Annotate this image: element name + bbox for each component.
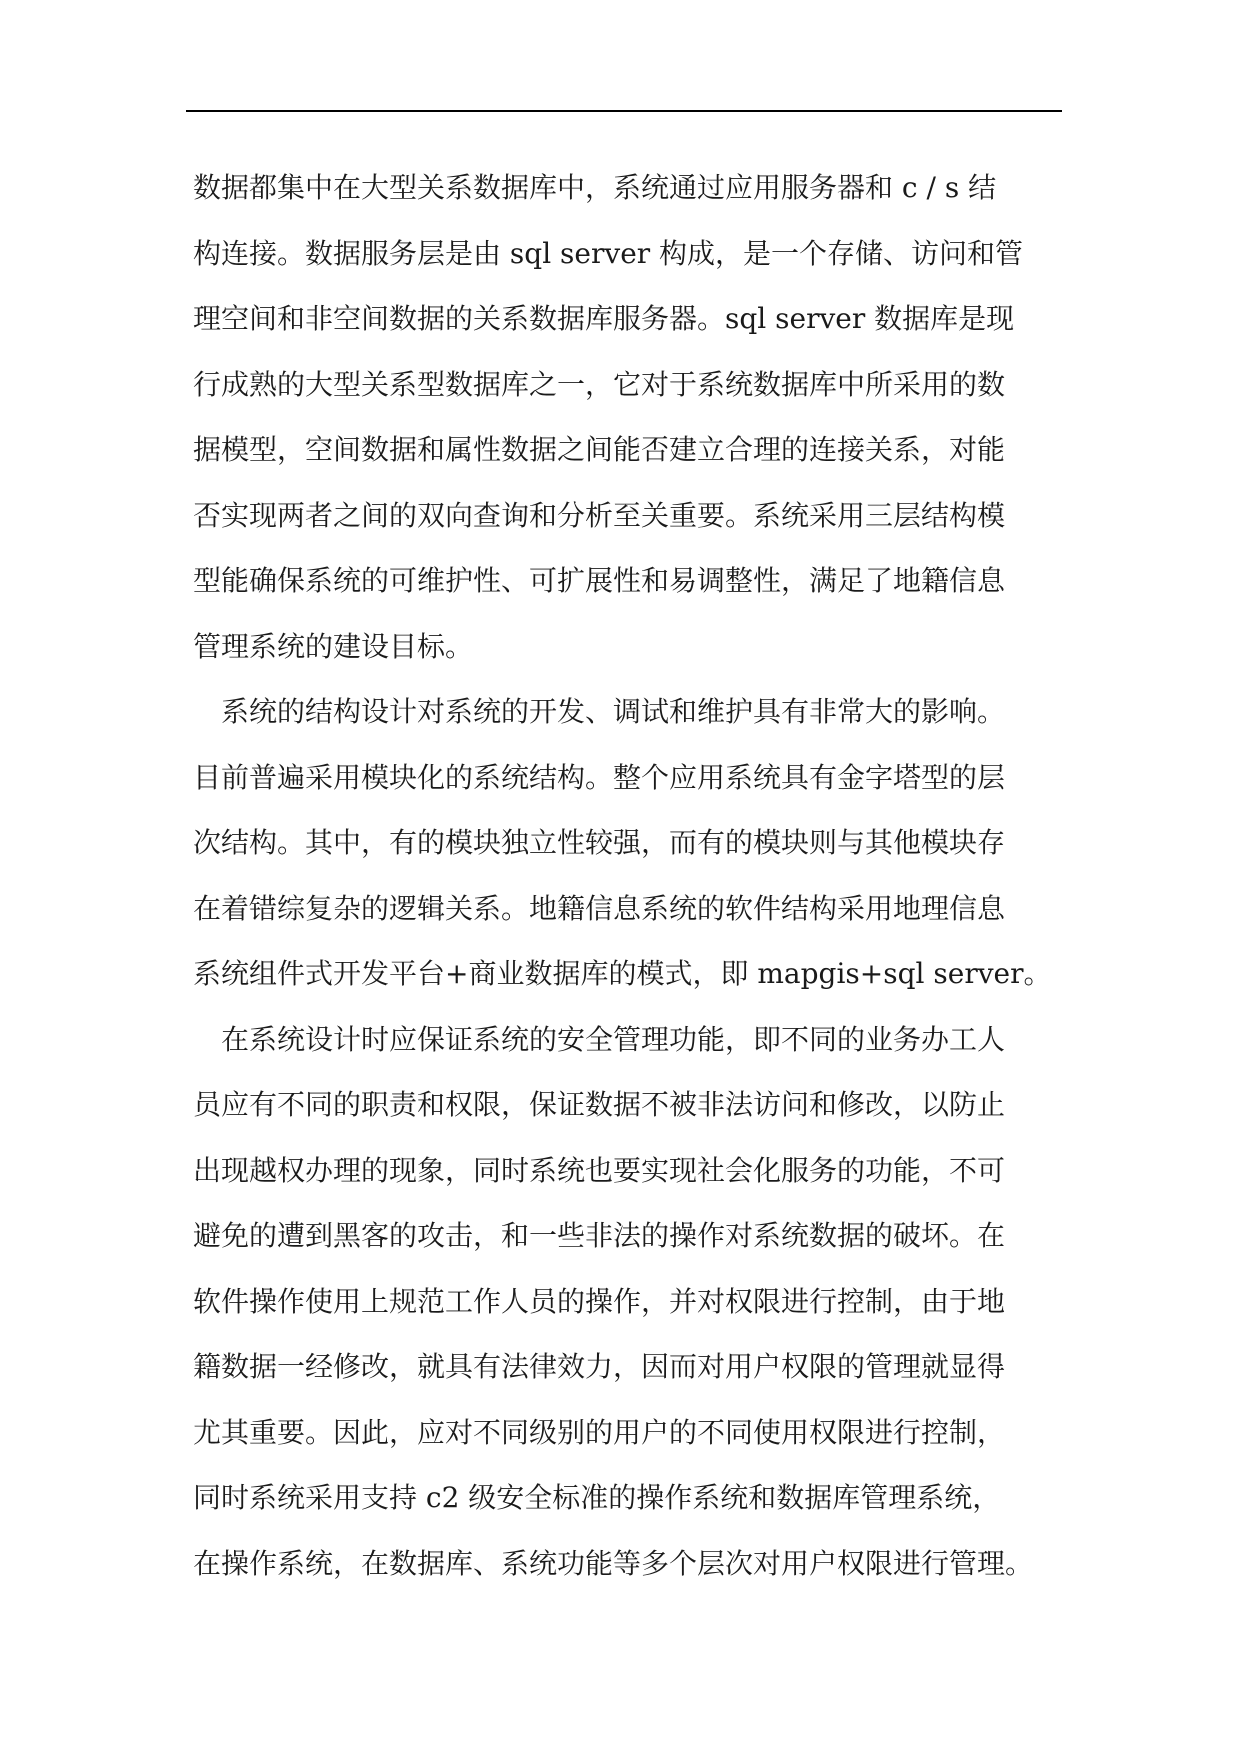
- text-line: 员应有不同的职责和权限，保证数据不被非法访问和修改，以防止: [193, 1088, 1006, 1121]
- text-line: 数据都集中在大型关系数据库中，系统通过应用服务器和 c / s 结: [193, 171, 997, 204]
- text-line: 据模型，空间数据和属性数据之间能否建立合理的连接关系，对能: [193, 433, 1006, 466]
- text-line: 尤其重要。因此，应对不同级别的用户的不同使用权限进行控制，: [193, 1415, 1006, 1449]
- text-line: 系统组件式开发平台+商业数据库的模式，即 mapgis+sql server。: [193, 957, 1052, 990]
- text-line: 出现越权办理的现象，同时系统也要实现社会化服务的功能，不可: [193, 1153, 1006, 1187]
- document-body: [193, 155, 1061, 1596]
- text-line: 在系统设计时应保证系统的安全管理功能，即不同的业务办工人: [221, 1022, 1006, 1056]
- text-line: 籍数据一经修改，就具有法律效力，因而对用户权限的管理就显得: [193, 1350, 1006, 1383]
- text-line: 避免的遭到黑客的攻击，和一些非法的操作对系统数据的破坏。在: [193, 1219, 1006, 1252]
- header-rule: [186, 110, 1062, 112]
- text-line: 目前普遍采用模块化的系统结构。整个应用系统具有金字塔型的层: [193, 760, 1006, 794]
- text-line: 管理系统的建设目标。: [193, 629, 474, 663]
- text-line: 理空间和非空间数据的关系数据库服务器。sql server 数据库是现: [193, 302, 1015, 335]
- text-line: 同时系统采用支持 c2 级安全标准的操作系统和数据库管理系统，: [193, 1481, 1001, 1514]
- text-line: 否实现两者之间的双向查询和分析至关重要。系统采用三层结构模: [193, 498, 1006, 532]
- text-line: 型能确保系统的可维护性、可扩展性和易调整性，满足了地籍信息: [193, 564, 1006, 597]
- text-line: 行成熟的大型关系型数据库之一，它对于系统数据库中所采用的数: [193, 367, 1006, 401]
- text-line: 在着错综复杂的逻辑关系。地籍信息系统的软件结构采用地理信息: [193, 891, 1006, 925]
- text-line: 系统的结构设计对系统的开发、调试和维护具有非常大的影响。: [221, 695, 1006, 728]
- text-line: 软件操作使用上规范工作人员的操作，并对权限进行控制，由于地: [193, 1284, 1006, 1318]
- text-line: 构连接。数据服务层是由 sql server 构成，是一个存储、访问和管: [193, 236, 1024, 270]
- text-line: 在操作系统，在数据库、系统功能等多个层次对用户权限进行管理。: [193, 1546, 1034, 1580]
- text-line: 次结构。其中，有的模块独立性较强，而有的模块则与其他模块存: [193, 826, 1006, 859]
